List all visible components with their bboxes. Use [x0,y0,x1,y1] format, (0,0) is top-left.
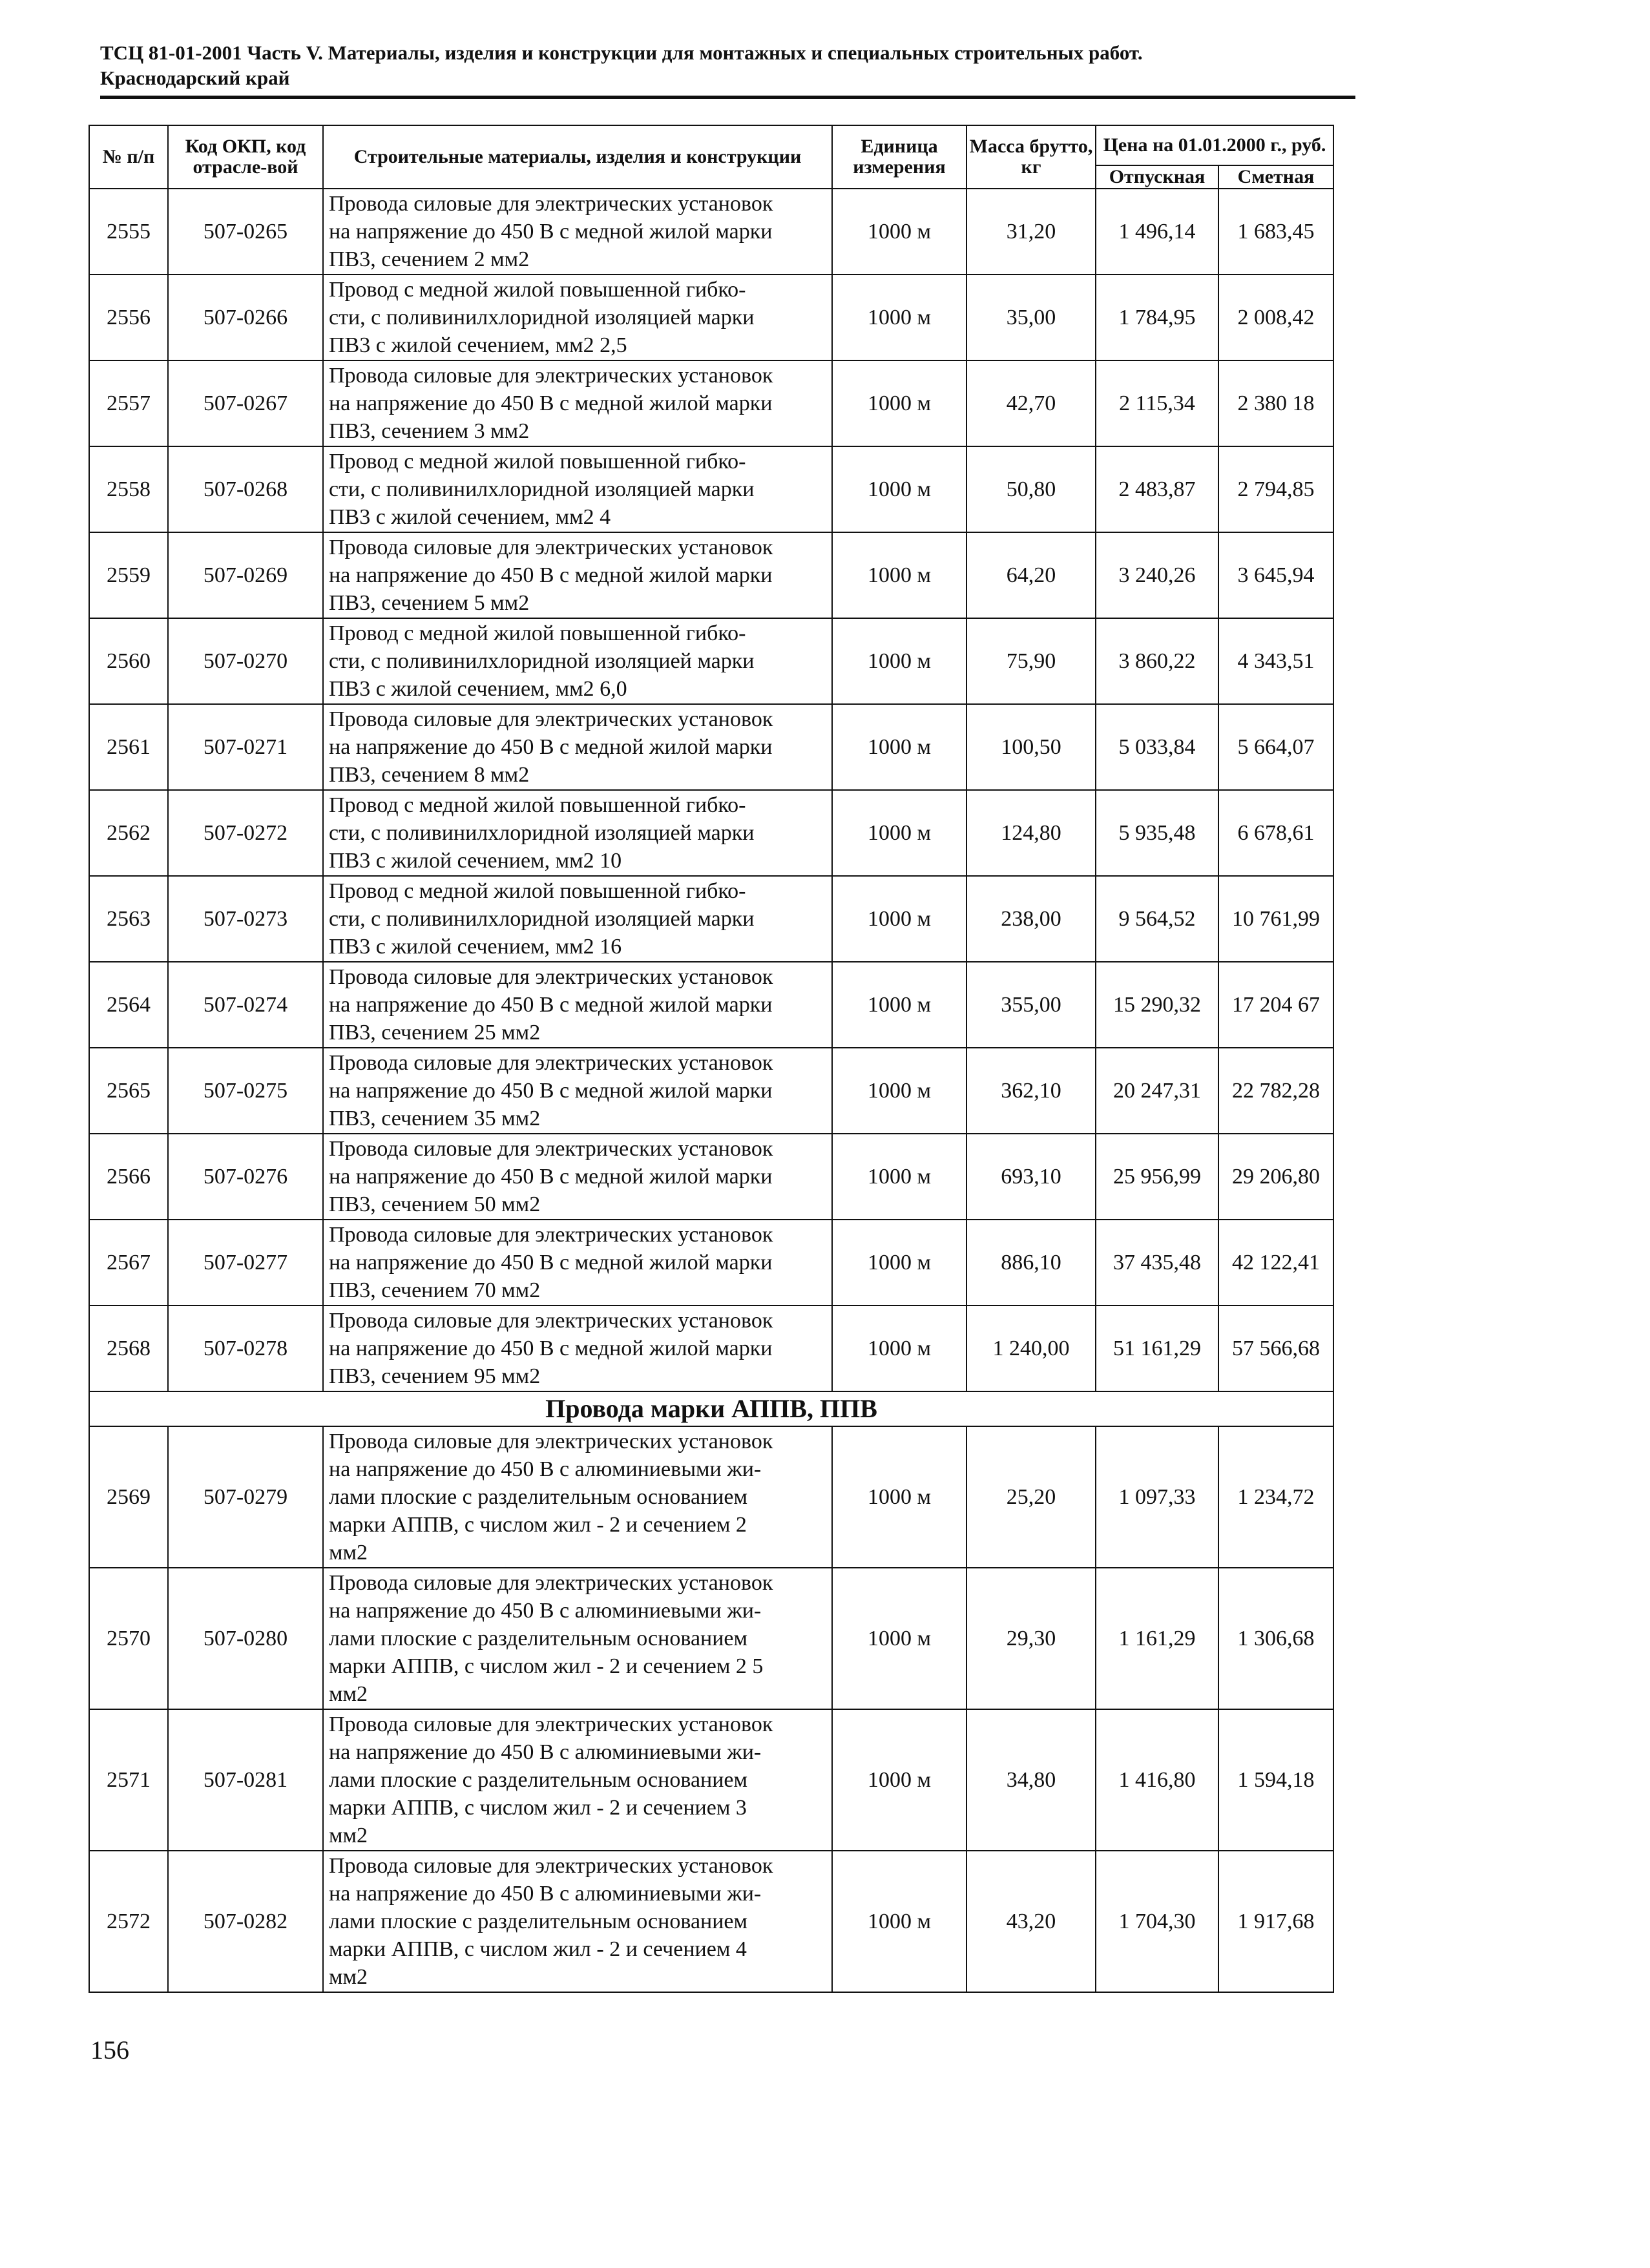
page-header [100,40,1341,90]
row-number-cell: 2561 [89,704,168,790]
material-description: Провода силовые для электрических установок на напряжение до 450 В с алюминиевыми жи- лами плоские с разделительным основанием марки АППВ, с числом жил - 2 и сечением 4 мм2 [329,1854,773,1989]
material-description: Провода силовые для электрических установок на напряжение до 450 В с медной жилой марки ПВ3, сечением 35 мм2 [329,1051,773,1130]
material-description-cell [323,790,832,876]
release-price-cell: 1 161,29 [1096,1568,1218,1709]
material-description-cell [323,1306,832,1391]
unit-cell: 1000 м [832,532,966,618]
row-number-cell: 2560 [89,618,168,704]
row-number-cell: 2567 [89,1220,168,1306]
estimate-price-cell: 2 794,85 [1218,446,1333,532]
row-number-cell: 2557 [89,360,168,446]
release-price-cell: 1 784,95 [1096,275,1218,360]
mass-cell: 25,20 [966,1426,1096,1568]
material-description-cell [323,446,832,532]
table-body-ppv3 [89,189,1333,1391]
price-table [89,125,1334,1993]
release-price-cell: 5 935,48 [1096,790,1218,876]
estimate-price-cell: 1 683,45 [1218,189,1333,275]
mass-cell: 100,50 [966,704,1096,790]
material-description-cell [323,189,832,275]
estimate-price-cell: 17 204 67 [1218,962,1333,1048]
page-number: 156 [90,2035,129,2065]
region-label: Краснодарский край [100,67,290,89]
mass-cell: 238,00 [966,876,1096,962]
col-header-unit: Единица измерения [832,125,966,189]
table-row [89,704,1333,790]
col-header-price: Цена на 01.01.2000 г., руб. [1096,125,1333,165]
material-description: Провода силовые для электрических установок на напряжение до 450 В с медной жилой марки ПВ3, сечением 3 мм2 [329,364,773,443]
table-row [89,876,1333,962]
material-description-cell [323,962,832,1048]
material-description: Провода силовые для электрических установок на напряжение до 450 В с алюминиевыми жи- лами плоские с разделительным основанием марки АППВ, с числом жил - 2 и сечением 2 5 мм2 [329,1571,773,1706]
section-title: Провода марки АППВ, ППВ [89,1391,1333,1426]
row-number-cell: 2570 [89,1568,168,1709]
row-number-cell: 2565 [89,1048,168,1134]
table-row [89,1134,1333,1220]
mass-cell: 355,00 [966,962,1096,1048]
material-description: Провода силовые для электрических установок на напряжение до 450 В с медной жилой марки ПВ3, сечением 5 мм2 [329,536,773,615]
section-heading [89,1391,1333,1426]
okp-code-cell: 507-0282 [168,1851,323,1992]
table-row [89,1709,1333,1851]
release-price-cell: 1 416,80 [1096,1709,1218,1851]
table-header [89,125,1333,189]
okp-code-cell: 507-0266 [168,275,323,360]
material-description: Провода силовые для электрических установок на напряжение до 450 В с медной жилой марки ПВ3, сечением 8 мм2 [329,707,773,787]
release-price-cell: 15 290,32 [1096,962,1218,1048]
release-price-cell: 37 435,48 [1096,1220,1218,1306]
mass-cell: 124,80 [966,790,1096,876]
mass-cell: 1 240,00 [966,1306,1096,1391]
row-number-cell: 2556 [89,275,168,360]
material-description-cell [323,1568,832,1709]
unit-cell: 1000 м [832,962,966,1048]
row-number-cell: 2563 [89,876,168,962]
row-number-cell: 2568 [89,1306,168,1391]
material-description-cell [323,618,832,704]
row-number-cell: 2569 [89,1426,168,1568]
col-header-release-price: Отпускная [1096,165,1218,189]
unit-cell: 1000 м [832,790,966,876]
okp-code-cell: 507-0275 [168,1048,323,1134]
row-number-cell: 2571 [89,1709,168,1851]
material-description: Провода силовые для электрических установок на напряжение до 450 В с медной жилой марки ПВ3, сечением 70 мм2 [329,1223,773,1302]
col-header-num: № п/п [89,125,168,189]
release-price-cell: 1 496,14 [1096,189,1218,275]
unit-cell: 1000 м [832,704,966,790]
unit-cell: 1000 м [832,189,966,275]
release-price-cell: 1 097,33 [1096,1426,1218,1568]
unit-cell: 1000 м [832,360,966,446]
table-row [89,1568,1333,1709]
unit-cell: 1000 м [832,1306,966,1391]
okp-code-cell: 507-0274 [168,962,323,1048]
okp-code-cell: 507-0279 [168,1426,323,1568]
okp-code-cell: 507-0267 [168,360,323,446]
release-price-cell: 25 956,99 [1096,1134,1218,1220]
material-description-cell [323,1134,832,1220]
table-row [89,532,1333,618]
table-row [89,618,1333,704]
material-description: Провод с медной жилой повышенной гибко- сти, с поливинилхлоридной изоляцией марки ПВ3 с жилой сечением, мм2 4 [329,450,755,529]
unit-cell: 1000 м [832,446,966,532]
material-description-cell [323,1426,832,1568]
table-row [89,360,1333,446]
release-price-cell: 1 704,30 [1096,1851,1218,1992]
okp-code-cell: 507-0268 [168,446,323,532]
estimate-price-cell: 22 782,28 [1218,1048,1333,1134]
estimate-price-cell: 2 008,42 [1218,275,1333,360]
material-description: Провода силовые для электрических установок на напряжение до 450 В с медной жилой марки ПВ3, сечением 50 мм2 [329,1137,773,1216]
row-number-cell: 2555 [89,189,168,275]
estimate-price-cell: 57 566,68 [1218,1306,1333,1391]
material-description: Провод с медной жилой повышенной гибко- сти, с поливинилхлоридной изоляцией марки ПВ3 с жилой сечением, мм2 2,5 [329,278,755,357]
table-row [89,1851,1333,1992]
material-description-cell [323,876,832,962]
mass-cell: 31,20 [966,189,1096,275]
material-description: Провода силовые для электрических установок на напряжение до 450 В с медной жилой марки ПВ3, сечением 2 мм2 [329,192,773,271]
row-number-cell: 2566 [89,1134,168,1220]
document-title: ТСЦ 81-01-2001 Часть V. Материалы, изделия и конструкции для монтажных и специальных строительных работ. [100,41,1143,64]
estimate-price-cell: 1 306,68 [1218,1568,1333,1709]
estimate-price-cell: 5 664,07 [1218,704,1333,790]
mass-cell: 362,10 [966,1048,1096,1134]
okp-code-cell: 507-0278 [168,1306,323,1391]
release-price-cell: 2 115,34 [1096,360,1218,446]
unit-cell: 1000 м [832,1048,966,1134]
estimate-price-cell: 1 594,18 [1218,1709,1333,1851]
table-row [89,1048,1333,1134]
col-header-mass: Масса брутто, кг [966,125,1096,189]
mass-cell: 29,30 [966,1568,1096,1709]
okp-code-cell: 507-0272 [168,790,323,876]
release-price-cell: 3 240,26 [1096,532,1218,618]
col-header-code: Код ОКП, код отрасле-вой [168,125,323,189]
table-row [89,1306,1333,1391]
unit-cell: 1000 м [832,275,966,360]
mass-cell: 693,10 [966,1134,1096,1220]
table-row [89,1426,1333,1568]
row-number-cell: 2572 [89,1851,168,1992]
table-row [89,446,1333,532]
unit-cell: 1000 м [832,1426,966,1568]
unit-cell: 1000 м [832,876,966,962]
table-row [89,275,1333,360]
material-description-cell [323,275,832,360]
material-description: Провод с медной жилой повышенной гибко- сти, с поливинилхлоридной изоляцией марки ПВ3 с жилой сечением, мм2 16 [329,879,755,959]
mass-cell: 75,90 [966,618,1096,704]
okp-code-cell: 507-0280 [168,1568,323,1709]
col-header-name: Строительные материалы, изделия и конструкции [323,125,832,189]
estimate-price-cell: 6 678,61 [1218,790,1333,876]
material-description-cell [323,1220,832,1306]
material-description: Провода силовые для электрических установок на напряжение до 450 В с медной жилой марки ПВ3, сечением 25 мм2 [329,965,773,1045]
mass-cell: 35,00 [966,275,1096,360]
estimate-price-cell: 1 917,68 [1218,1851,1333,1992]
release-price-cell: 3 860,22 [1096,618,1218,704]
material-description: Провод с медной жилой повышенной гибко- сти, с поливинилхлоридной изоляцией марки ПВ3 с жилой сечением, мм2 10 [329,793,755,873]
okp-code-cell: 507-0270 [168,618,323,704]
estimate-price-cell: 2 380 18 [1218,360,1333,446]
mass-cell: 64,20 [966,532,1096,618]
okp-code-cell: 507-0277 [168,1220,323,1306]
table-row [89,962,1333,1048]
estimate-price-cell: 29 206,80 [1218,1134,1333,1220]
mass-cell: 43,20 [966,1851,1096,1992]
estimate-price-cell: 42 122,41 [1218,1220,1333,1306]
unit-cell: 1000 м [832,1220,966,1306]
estimate-price-cell: 1 234,72 [1218,1426,1333,1568]
release-price-cell: 9 564,52 [1096,876,1218,962]
table-row [89,189,1333,275]
mass-cell: 886,10 [966,1220,1096,1306]
release-price-cell: 5 033,84 [1096,704,1218,790]
okp-code-cell: 507-0273 [168,876,323,962]
row-number-cell: 2562 [89,790,168,876]
okp-code-cell: 507-0276 [168,1134,323,1220]
unit-cell: 1000 м [832,1851,966,1992]
estimate-price-cell: 3 645,94 [1218,532,1333,618]
material-description-cell [323,1709,832,1851]
okp-code-cell: 507-0271 [168,704,323,790]
mass-cell: 34,80 [966,1709,1096,1851]
material-description-cell [323,704,832,790]
row-number-cell: 2558 [89,446,168,532]
okp-code-cell: 507-0281 [168,1709,323,1851]
table-row [89,790,1333,876]
material-description: Провода силовые для электрических установок на напряжение до 450 В с медной жилой марки ПВ3, сечением 95 мм2 [329,1309,773,1388]
section-row [89,1391,1333,1426]
mass-cell: 42,70 [966,360,1096,446]
release-price-cell: 20 247,31 [1096,1048,1218,1134]
material-description: Провода силовые для электрических установок на напряжение до 450 В с алюминиевыми жи- лами плоские с разделительным основанием марки АППВ, с числом жил - 2 и сечением 3 мм2 [329,1712,773,1847]
material-description-cell [323,532,832,618]
unit-cell: 1000 м [832,1709,966,1851]
unit-cell: 1000 м [832,618,966,704]
mass-cell: 50,80 [966,446,1096,532]
material-description-cell [323,1048,832,1134]
release-price-cell: 51 161,29 [1096,1306,1218,1391]
estimate-price-cell: 4 343,51 [1218,618,1333,704]
unit-cell: 1000 м [832,1568,966,1709]
material-description: Провод с медной жилой повышенной гибко- сти, с поливинилхлоридной изоляцией марки ПВ3 с жилой сечением, мм2 6,0 [329,621,755,701]
row-number-cell: 2559 [89,532,168,618]
header-rule [100,96,1355,99]
row-number-cell: 2564 [89,962,168,1048]
material-description-cell [323,1851,832,1992]
okp-code-cell: 507-0265 [168,189,323,275]
release-price-cell: 2 483,87 [1096,446,1218,532]
table-row [89,1220,1333,1306]
table-body-appv [89,1426,1333,1992]
okp-code-cell: 507-0269 [168,532,323,618]
material-description: Провода силовые для электрических установок на напряжение до 450 В с алюминиевыми жи- лами плоские с разделительным основанием марки АППВ, с числом жил - 2 и сечением 2 мм2 [329,1430,773,1565]
unit-cell: 1000 м [832,1134,966,1220]
estimate-price-cell: 10 761,99 [1218,876,1333,962]
col-header-estimate-price: Сметная [1218,165,1333,189]
material-description-cell [323,360,832,446]
